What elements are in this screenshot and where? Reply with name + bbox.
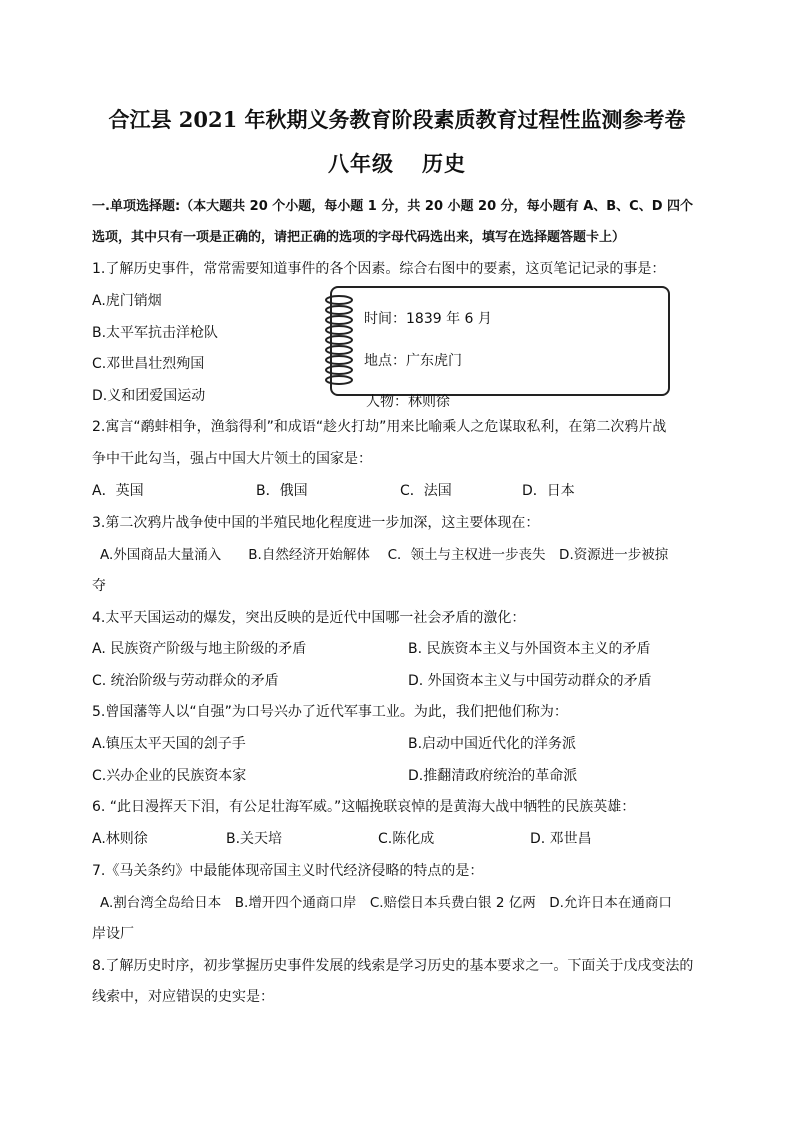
q3-options-wrap: 夺 (92, 578, 106, 594)
q1-option-d: D.义和团爱国运动 (92, 388, 206, 404)
section-instructions-line2: 选项，其中只有一项是正确的，请把正确的选项的字母代码选出来，填写在选择题答题卡上） (92, 230, 626, 245)
spiral-binding-icon (322, 294, 356, 390)
page-subtitle (0, 148, 794, 178)
q4-option-a: A. 民族资产阶级与地主阶级的矛盾 (92, 641, 307, 657)
q2-option-b: B．俄国 (256, 483, 308, 499)
note-person: 人物：林则徐 (366, 394, 450, 410)
q3-stem: 3.第二次鸦片战争使中国的半殖民地化程度进一步加深，这主要体现在： (92, 515, 540, 531)
q6-option-b: B.关天培 (226, 831, 283, 847)
q6-stem: 6. “此日漫挥天下泪，有公足壮海军威。”这幅挽联哀悼的是黄海大战中牺牲的民族英雄： (92, 799, 636, 815)
q5-option-b: B.启动中国近代化的洋务派 (408, 736, 577, 752)
q4-option-b: B. 民族资本主义与外国资本主义的矛盾 (408, 641, 651, 657)
q4-option-d: D. 外国资本主义与中国劳动群众的矛盾 (408, 673, 652, 689)
q8-stem-line2: 线索中，对应错误的史实是： (92, 989, 274, 1005)
q4-option-c: C. 统治阶级与劳动群众的矛盾 (92, 673, 279, 689)
q2-stem-line2: 争中干此勾当，强占中国大片领土的国家是： (92, 451, 372, 467)
note-time: 时间：1839 年 6 月 (364, 311, 492, 327)
q1-stem: 1.了解历史事件，常常需要知道事件的各个因素。综合右图中的要素，这页笔记记录的事是： (92, 261, 666, 277)
grade-label: 八年级 (328, 151, 394, 176)
q6-option-c: C.陈化成 (378, 831, 435, 847)
notebook-figure (330, 286, 670, 396)
q2-option-c: C．法国 (400, 483, 452, 499)
q7-stem: 7.《马关条约》中最能体现帝国主义时代经济侵略的特点的是： (92, 863, 484, 879)
section-instructions-line1: 一.单项选择题:（本大题共 20 个小题，每小题 1 分，共 20 小题 20 分，每小题有 A、B、C、D 四个 (92, 199, 694, 214)
q8-stem-line1: 8.了解历史时序，初步掌握历史事件发展的线索是学习历史的基本要求之一。下面关于戊戌变法的 (92, 958, 694, 974)
q3-options: A.外国商品大量涌入 B.自然经济开始解体 C．领土与主权进一步丧失 D.资源进一步被掠 (100, 547, 669, 563)
q2-option-a: A．英国 (92, 483, 144, 499)
q5-option-a: A.镇压太平天国的刽子手 (92, 736, 246, 752)
q7-options-wrap: 岸设厂 (92, 926, 134, 942)
q2-stem-line1: 2.寓言“鹬蚌相争，渔翁得利”和成语“趁火打劫”用来比喻乘人之危谋取私利，在第二次鸦片战 (92, 419, 667, 435)
page-title: 合江县 2021 年秋期义务教育阶段素质教育过程性监测参考卷 (108, 107, 686, 132)
q5-stem: 5.曾国藩等人以“自强”为口号兴办了近代军事工业。为此，我们把他们称为： (92, 704, 568, 720)
q4-stem: 4.太平天国运动的爆发，突出反映的是近代中国哪一社会矛盾的激化： (92, 610, 526, 626)
q1-option-c: C.邓世昌壮烈殉国 (92, 356, 205, 372)
q1-option-a: A.虎门销烟 (92, 293, 162, 309)
q5-option-d: D.推翻清政府统治的革命派 (408, 768, 578, 784)
subject-label: 历史 (422, 151, 466, 176)
q5-option-c: C.兴办企业的民族资本家 (92, 768, 247, 784)
q1-option-b: B.太平军抗击洋枪队 (92, 325, 219, 341)
note-place: 地点：广东虎门 (364, 353, 462, 369)
q2-option-d: D．日本 (522, 483, 575, 499)
q7-options: A.割台湾全岛给日本 B.增开四个通商口岸 C.赔偿日本兵费白银 2 亿两 D.允许日本在通商口 (100, 895, 672, 911)
q6-option-d: D. 邓世昌 (530, 831, 592, 847)
q6-option-a: A.林则徐 (92, 831, 148, 847)
